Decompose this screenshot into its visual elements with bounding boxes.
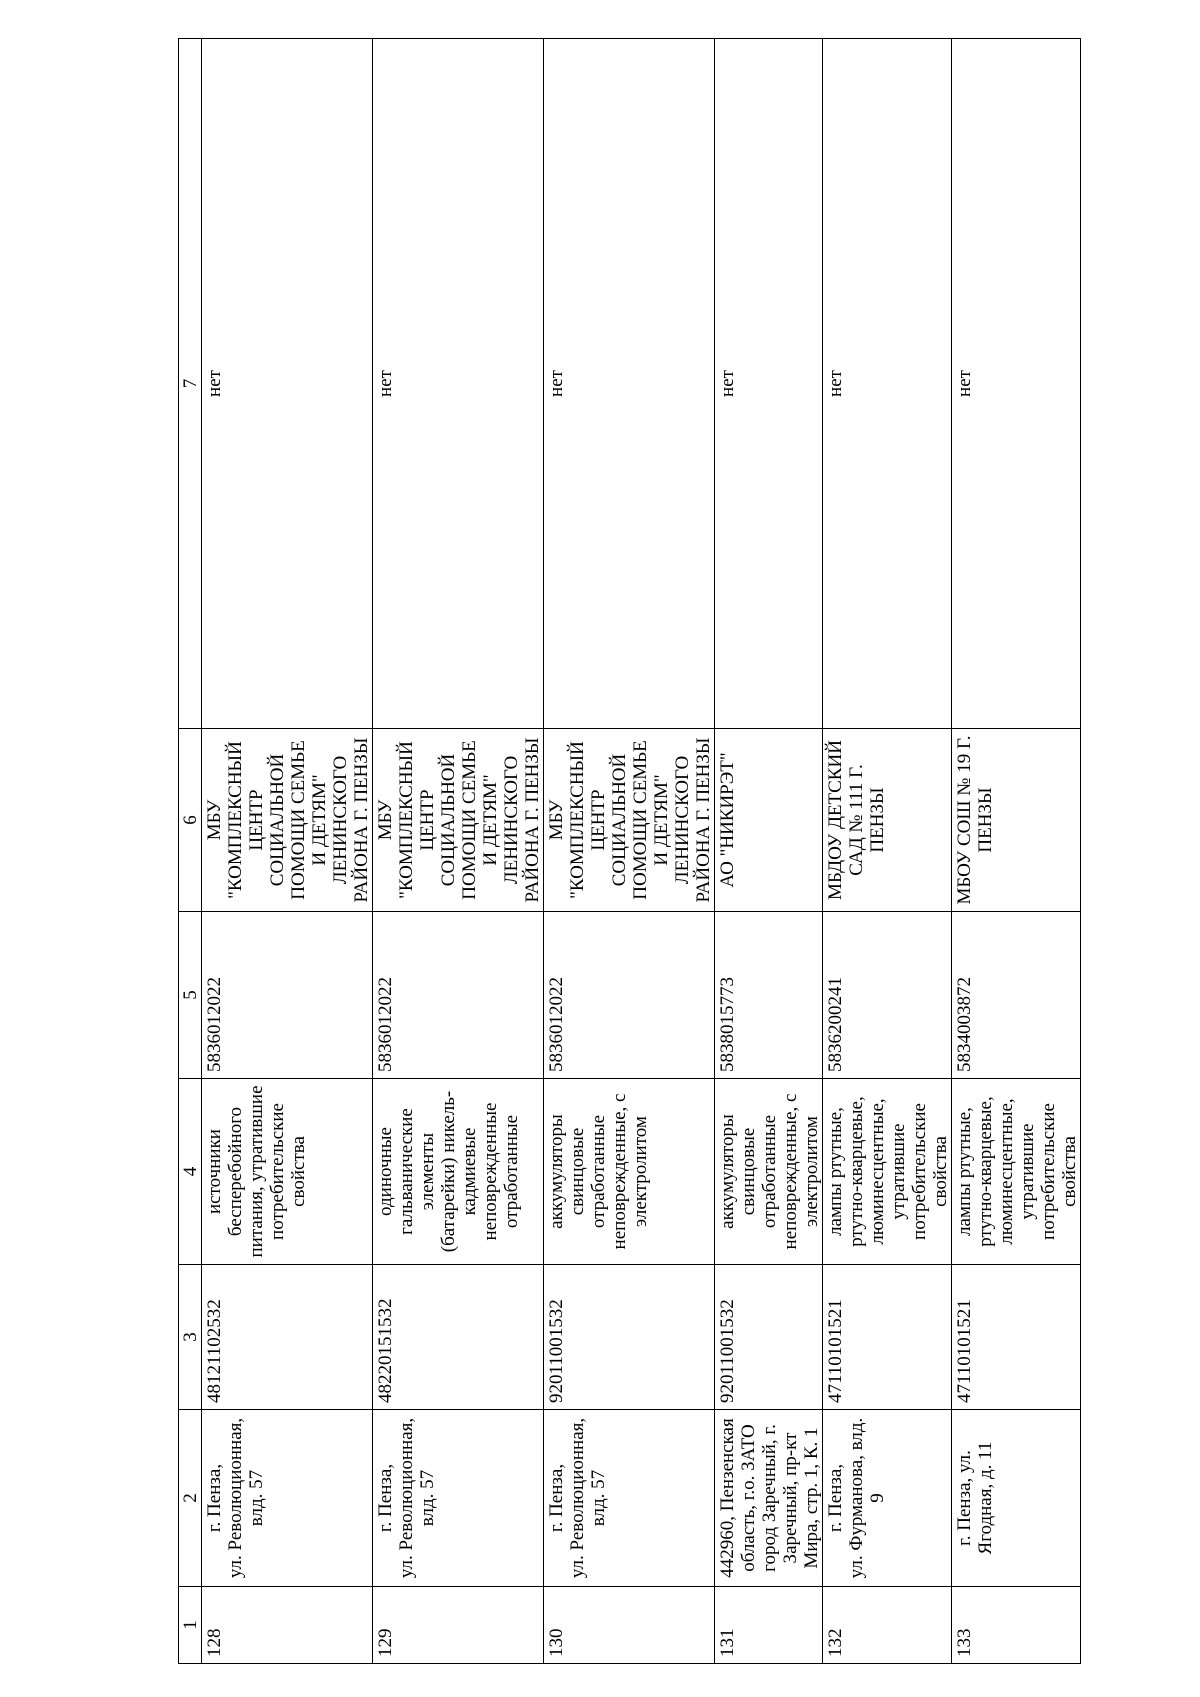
table-row — [952, 39, 1081, 1664]
column-number-4: 4 — [179, 1079, 202, 1265]
organization-cell: МБОУ СОШ № 19 Г. ПЕНЗЫ — [952, 729, 1081, 912]
row-number: 132 — [823, 1587, 952, 1664]
inn-cell: 5838015773 — [715, 912, 823, 1079]
flag-cell: нет — [544, 39, 715, 729]
waste-code-cell: 48121102532 — [202, 1265, 373, 1410]
inn-cell: 5836012022 — [544, 912, 715, 1079]
waste-code-cell: 92011001532 — [715, 1265, 823, 1410]
row-number: 129 — [373, 1587, 544, 1664]
inn-cell: 5834003872 — [952, 912, 1081, 1079]
waste-code-cell: 47110101521 — [952, 1265, 1081, 1410]
organization-cell: МБУ "КОМПЛЕКСНЫЙ ЦЕНТР СОЦИАЛЬНОЙ ПОМОЩИ СЕМЬЕ И ДЕТЯМ" ЛЕНИНСКОГО РАЙОНА Г. ПЕНЗЫ — [373, 729, 544, 912]
table-row — [823, 39, 952, 1664]
address-cell: г. Пенза, ул. Ягодная, д. 11 — [952, 1410, 1081, 1587]
waste-name-cell: одиночные гальванические элементы (батарейки) никель-кадмиевые неповрежденные отработанные — [373, 1079, 544, 1265]
waste-name-cell: лампы ртутные, ртутно-кварцевые, люминесцентные, утратившие потребительские свойства — [823, 1079, 952, 1265]
column-number-3: 3 — [179, 1265, 202, 1410]
table-row — [202, 39, 373, 1664]
flag-cell: нет — [202, 39, 373, 729]
waste-name-cell: лампы ртутные, ртутно-кварцевые, люминесцентные, утратившие потребительские свойства — [952, 1079, 1081, 1265]
address-cell: г. Пенза, ул. Революционная, влд. 57 — [373, 1410, 544, 1587]
table-row — [715, 39, 823, 1664]
waste-registry-table — [178, 38, 1081, 1664]
address-cell: 442960, Пензенская область, г.о. ЗАТО город Заречный, г. Заречный, пр-кт Мира, стр. 1, К. 1 — [715, 1410, 823, 1587]
organization-cell: МБДОУ ДЕТСКИЙ САД № 111 Г. ПЕНЗЫ — [823, 729, 952, 912]
column-number-5: 5 — [179, 912, 202, 1079]
waste-code-cell: 47110101521 — [823, 1265, 952, 1410]
waste-name-cell: источники бесперебойного питания, утратившие потребительские свойства — [202, 1079, 373, 1265]
address-cell: г. Пенза, ул. Революционная, влд. 57 — [202, 1410, 373, 1587]
column-number-row — [179, 39, 202, 1664]
flag-cell: нет — [373, 39, 544, 729]
rotated-table-container — [178, 38, 1080, 1664]
waste-code-cell: 92011001532 — [544, 1265, 715, 1410]
inn-cell: 5836012022 — [373, 912, 544, 1079]
inn-cell: 5836012022 — [202, 912, 373, 1079]
row-number: 128 — [202, 1587, 373, 1664]
column-number-1: 1 — [179, 1587, 202, 1664]
waste-name-cell: аккумуляторы свинцовые отработанные неповрежденные, с электролитом — [544, 1079, 715, 1265]
column-number-7: 7 — [179, 39, 202, 729]
flag-cell: нет — [823, 39, 952, 729]
row-number: 133 — [952, 1587, 1081, 1664]
organization-cell: МБУ "КОМПЛЕКСНЫЙ ЦЕНТР СОЦИАЛЬНОЙ ПОМОЩИ СЕМЬЕ И ДЕТЯМ" ЛЕНИНСКОГО РАЙОНА Г. ПЕНЗЫ — [544, 729, 715, 912]
organization-cell: АО "НИКИРЭТ" — [715, 729, 823, 912]
flag-cell: нет — [952, 39, 1081, 729]
table-row — [373, 39, 544, 1664]
inn-cell: 5836200241 — [823, 912, 952, 1079]
row-number: 130 — [544, 1587, 715, 1664]
address-cell: г. Пенза, ул. Фурманова, влд. 9 — [823, 1410, 952, 1587]
column-number-2: 2 — [179, 1410, 202, 1587]
waste-name-cell: аккумуляторы свинцовые отработанные неповрежденные, с электролитом — [715, 1079, 823, 1265]
column-number-6: 6 — [179, 729, 202, 912]
address-cell: г. Пенза, ул. Революционная, влд. 57 — [544, 1410, 715, 1587]
organization-cell: МБУ "КОМПЛЕКСНЫЙ ЦЕНТР СОЦИАЛЬНОЙ ПОМОЩИ СЕМЬЕ И ДЕТЯМ" ЛЕНИНСКОГО РАЙОНА Г. ПЕНЗЫ — [202, 729, 373, 912]
row-number: 131 — [715, 1587, 823, 1664]
table-row — [544, 39, 715, 1664]
waste-code-cell: 48220151532 — [373, 1265, 544, 1410]
flag-cell: нет — [715, 39, 823, 729]
